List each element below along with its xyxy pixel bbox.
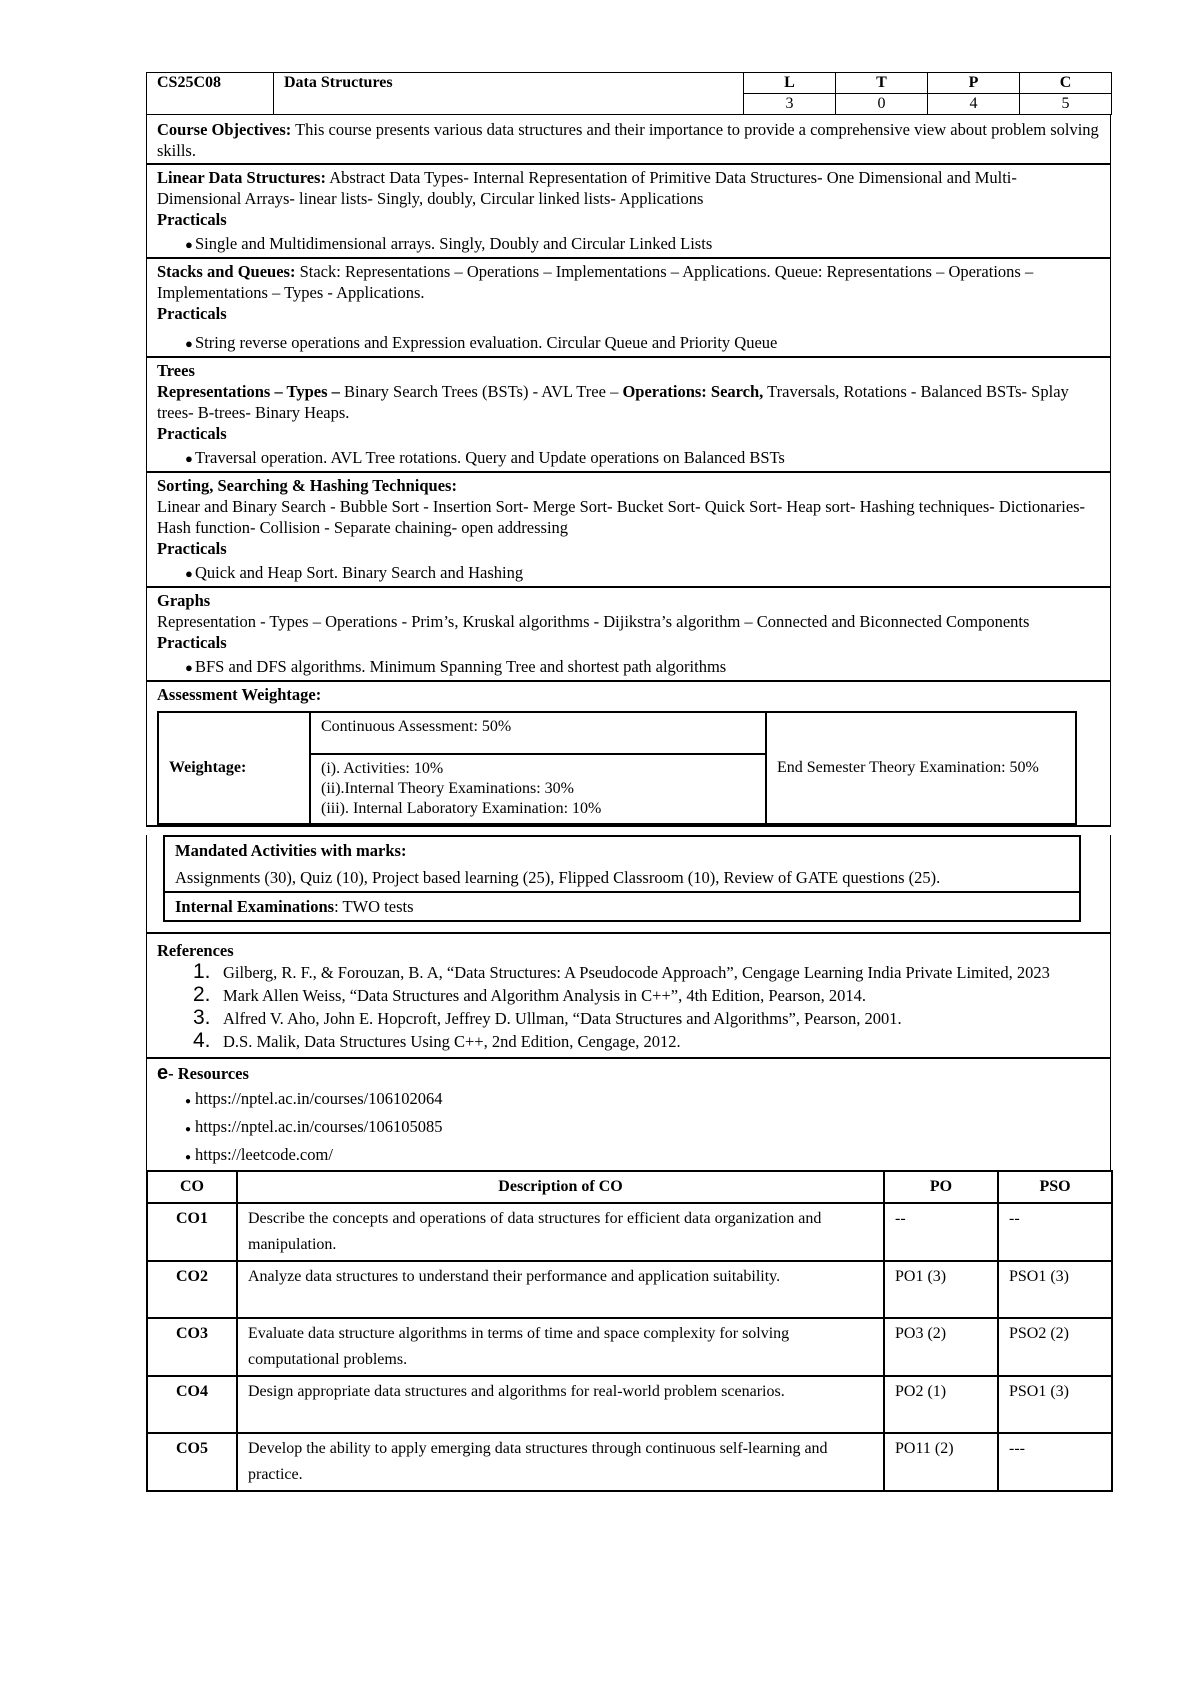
continuous-assessment: Continuous Assessment: 50% bbox=[310, 712, 766, 754]
unit-subtitle: Representations – Types – bbox=[157, 382, 340, 401]
co-id: CO2 bbox=[147, 1261, 237, 1318]
weightage-table bbox=[157, 711, 1077, 825]
co-table bbox=[146, 1170, 1113, 1492]
mandated-section bbox=[146, 835, 1111, 934]
unit-trees bbox=[146, 358, 1111, 473]
unit-linear bbox=[146, 165, 1111, 259]
col-l: L bbox=[744, 73, 836, 94]
po-header: PO bbox=[884, 1171, 998, 1203]
co-po: PO11 (2) bbox=[884, 1433, 998, 1491]
unit-body: Linear and Binary Search - Bubble Sort - Insertion Sort- Merge Sort- Bucket Sort- Quick Sort- Heap sort- Hashing techniques- Dictionaries- Hash function- Collision - Separate chaining- open addressing bbox=[157, 497, 1086, 537]
assessment-section bbox=[146, 682, 1111, 827]
reference-number: 4. bbox=[193, 1029, 211, 1052]
val-l: 3 bbox=[744, 94, 836, 115]
bullet-icon: ● bbox=[185, 660, 193, 675]
unit-body: Stack: Representations – Operations – Implementations – Applications. Queue: Representations – Operations – Implementations – Types - Applications. bbox=[157, 262, 1034, 302]
table-row bbox=[147, 1376, 1112, 1433]
practicals-label: Practicals bbox=[157, 633, 227, 652]
course-header-table bbox=[146, 72, 1112, 115]
unit-sorting bbox=[146, 473, 1111, 588]
eresources-prefix: e bbox=[157, 1062, 169, 1084]
co-po: -- bbox=[884, 1203, 998, 1261]
reference-number: 2. bbox=[193, 983, 211, 1006]
co-pso: PSO1 (3) bbox=[998, 1376, 1112, 1433]
mandated-title: Mandated Activities with marks: bbox=[175, 841, 407, 860]
co-header: CO bbox=[147, 1171, 237, 1203]
unit-subtitle: Operations: Search, bbox=[622, 382, 764, 401]
practicals-label: Practicals bbox=[157, 210, 227, 229]
internal-text: : TWO tests bbox=[334, 897, 414, 916]
practical-item: Traversal operation. AVL Tree rotations. Query and Update operations on Balanced BSTs bbox=[195, 448, 785, 467]
col-c: C bbox=[1020, 73, 1112, 94]
practical-item: BFS and DFS algorithms. Minimum Spanning Tree and shortest path algorithms bbox=[195, 657, 727, 676]
references-section bbox=[146, 934, 1111, 1059]
assessment-title: Assessment Weightage: bbox=[157, 685, 322, 704]
unit-stacks-queues bbox=[146, 259, 1111, 358]
unit-title: Trees bbox=[157, 361, 195, 380]
table-row bbox=[147, 1433, 1112, 1491]
reference-item: Mark Allen Weiss, “Data Structures and Algorithm Analysis in C++”, 4th Edition, Pearson, 2014. bbox=[223, 986, 866, 1005]
co-description: Evaluate data structure algorithms in terms of time and space complexity for solving computational problems. bbox=[237, 1318, 884, 1376]
val-p: 4 bbox=[928, 94, 1020, 115]
assessment-items bbox=[310, 754, 766, 824]
unit-body: Binary Search Trees (BSTs) - AVL Tree – bbox=[339, 382, 623, 401]
practicals-label: Practicals bbox=[157, 424, 227, 443]
description-header: Description of CO bbox=[237, 1171, 884, 1203]
reference-item: Alfred V. Aho, John E. Hopcroft, Jeffrey D. Ullman, “Data Structures and Algorithms”, Pearson, 2001. bbox=[223, 1009, 902, 1028]
resource-link[interactable]: https://leetcode.com/ bbox=[195, 1145, 333, 1164]
co-description: Develop the ability to apply emerging data structures through continuous self-learning and practice. bbox=[237, 1433, 884, 1491]
course-code: CS25C08 bbox=[147, 73, 274, 115]
co-pso: --- bbox=[998, 1433, 1112, 1491]
practicals-label: Practicals bbox=[157, 304, 227, 323]
bullet-icon: ● bbox=[185, 1152, 192, 1163]
co-description: Design appropriate data structures and algorithms for real-world problem scenarios. bbox=[237, 1376, 884, 1433]
eresources-title: - Resources bbox=[168, 1064, 249, 1083]
unit-title: Stacks and Queues: bbox=[157, 262, 296, 281]
co-po: PO2 (1) bbox=[884, 1376, 998, 1433]
bullet-icon: ● bbox=[185, 1124, 192, 1135]
mandated-text: Assignments (30), Quiz (10), Project based learning (25), Flipped Classroom (10), Review of GATE questions (25). bbox=[175, 868, 941, 887]
co-id: CO4 bbox=[147, 1376, 237, 1433]
bullet-icon: ● bbox=[185, 566, 193, 581]
co-pso: -- bbox=[998, 1203, 1112, 1261]
end-semester: End Semester Theory Examination: 50% bbox=[766, 712, 1076, 824]
co-po: PO1 (3) bbox=[884, 1261, 998, 1318]
bullet-icon: ● bbox=[185, 451, 193, 466]
internal-exams bbox=[165, 891, 1079, 920]
objectives-label: Course Objectives: bbox=[157, 120, 292, 139]
assessment-item: (ii).Internal Theory Examinations: 30% bbox=[321, 780, 574, 797]
bullet-icon: ● bbox=[185, 237, 193, 252]
unit-body: Abstract Data Types- Internal Representation of Primitive Data Structures- One Dimensional and Multi-Dimensional Arrays- linear lists- Singly, doubly, Circular linked lists- Applications bbox=[157, 168, 1017, 208]
reference-item: Gilberg, R. F., & Forouzan, B. A, “Data Structures: A Pseudocode Approach”, Cengage Learning India Private Limited, 2023 bbox=[223, 963, 1050, 982]
course-title: Data Structures bbox=[274, 73, 744, 115]
table-row bbox=[147, 1318, 1112, 1376]
practical-item: Single and Multidimensional arrays. Singly, Doubly and Circular Linked Lists bbox=[195, 234, 713, 253]
practical-item: Quick and Heap Sort. Binary Search and Hashing bbox=[195, 563, 524, 582]
assessment-item: (iii). Internal Laboratory Examination: 10% bbox=[321, 800, 602, 817]
practicals-label: Practicals bbox=[157, 539, 227, 558]
syllabus-page bbox=[146, 72, 1111, 1492]
co-id: CO3 bbox=[147, 1318, 237, 1376]
resource-link[interactable]: https://nptel.ac.in/courses/106105085 bbox=[195, 1117, 443, 1136]
assessment-item: (i). Activities: 10% bbox=[321, 760, 444, 777]
col-p: P bbox=[928, 73, 1020, 94]
co-pso: PSO2 (2) bbox=[998, 1318, 1112, 1376]
table-row bbox=[147, 1261, 1112, 1318]
references-title: References bbox=[157, 941, 234, 960]
val-t: 0 bbox=[836, 94, 928, 115]
co-id: CO5 bbox=[147, 1433, 237, 1491]
table-row bbox=[147, 1203, 1112, 1261]
unit-body: Traversals, Rotations - Balanced BSTs- Splay trees- B-trees- Binary Heaps. bbox=[157, 382, 1069, 422]
unit-title: Graphs bbox=[157, 591, 211, 610]
col-t: T bbox=[836, 73, 928, 94]
reference-item: D.S. Malik, Data Structures Using C++, 2nd Edition, Cengage, 2012. bbox=[223, 1032, 681, 1051]
objectives-text: This course presents various data structures and their importance to provide a comprehensive view about problem solving skills. bbox=[157, 120, 1099, 160]
weightage-label: Weightage: bbox=[158, 712, 310, 824]
pso-header: PSO bbox=[998, 1171, 1112, 1203]
reference-number: 1. bbox=[193, 960, 211, 983]
reference-number: 3. bbox=[193, 1006, 211, 1029]
bullet-icon: ● bbox=[185, 336, 193, 351]
co-id: CO1 bbox=[147, 1203, 237, 1261]
unit-body: Representation - Types – Operations - Prim’s, Kruskal algorithms - Dijikstra’s algorithm – Connected and Biconnected Components bbox=[157, 612, 1030, 631]
resource-link[interactable]: https://nptel.ac.in/courses/106102064 bbox=[195, 1089, 443, 1108]
eresources-section bbox=[146, 1059, 1111, 1170]
co-po: PO3 (2) bbox=[884, 1318, 998, 1376]
bullet-icon: ● bbox=[185, 1096, 192, 1107]
internal-label: Internal Examinations bbox=[175, 897, 335, 916]
val-c: 5 bbox=[1020, 94, 1112, 115]
unit-graphs bbox=[146, 588, 1111, 682]
co-description: Describe the concepts and operations of data structures for efficient data organization and manipulation. bbox=[237, 1203, 884, 1261]
course-objectives bbox=[146, 115, 1111, 165]
mandated-box bbox=[163, 835, 1081, 922]
unit-title: Linear Data Structures: bbox=[157, 168, 326, 187]
co-description: Analyze data structures to understand their performance and application suitability. bbox=[237, 1261, 884, 1318]
practical-item: String reverse operations and Expression evaluation. Circular Queue and Priority Queue bbox=[195, 333, 778, 352]
unit-title: Sorting, Searching & Hashing Techniques: bbox=[157, 476, 457, 495]
co-pso: PSO1 (3) bbox=[998, 1261, 1112, 1318]
